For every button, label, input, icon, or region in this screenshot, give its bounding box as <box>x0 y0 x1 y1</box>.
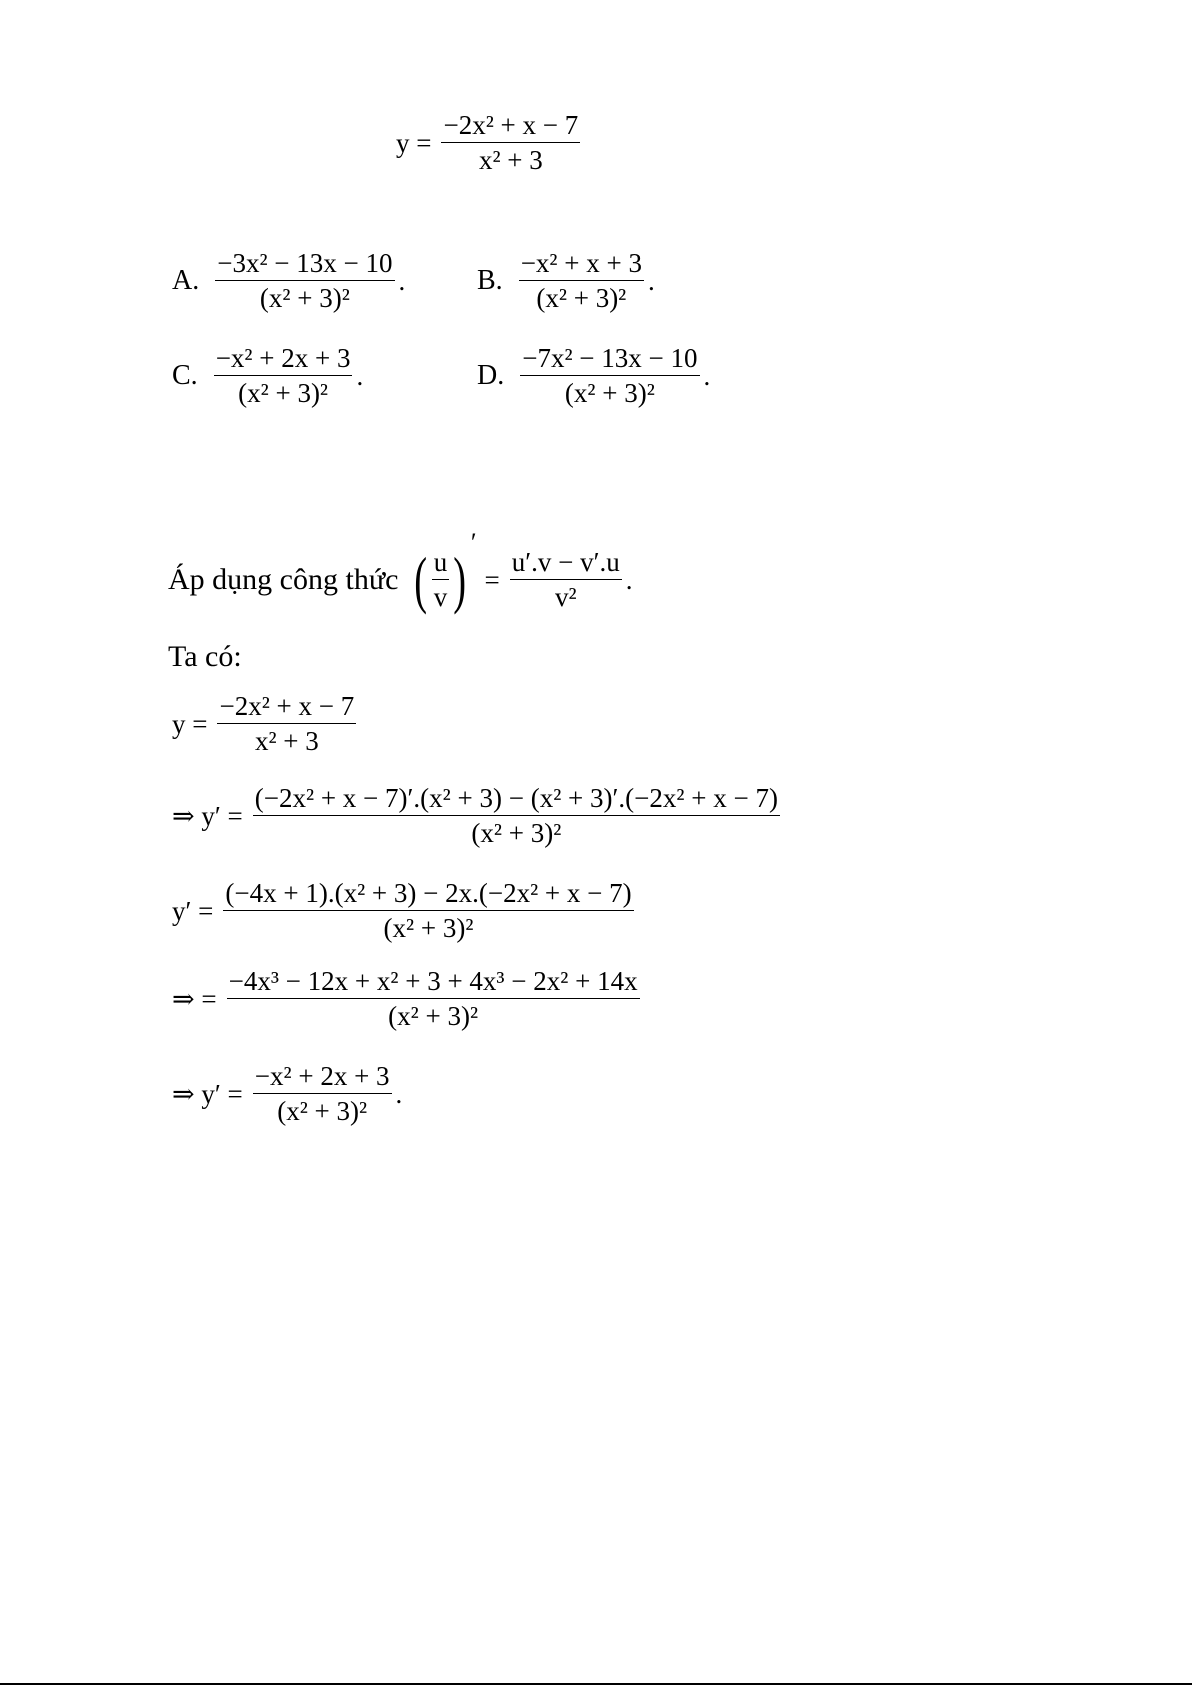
option-a <box>172 250 405 312</box>
option-b-numerator: −x² + x + 3 <box>519 250 644 281</box>
problem-fraction <box>441 112 580 174</box>
formula-denominator: v² <box>554 582 577 612</box>
formula-equals: = <box>484 564 500 595</box>
step-3-fraction <box>223 880 633 942</box>
step-5-lhs: ⇒ y′ = <box>172 1078 243 1109</box>
step-1-denominator: x² + 3 <box>254 726 319 756</box>
ta-co-text: Ta có: <box>168 640 242 673</box>
step-2-numerator: (−2x² + x − 7)′.(x² + 3) − (x² + 3)′.(−2x² + x − 7) <box>253 785 780 816</box>
option-c-end: . <box>356 360 364 391</box>
option-d-denominator: (x² + 3)² <box>564 378 655 408</box>
step-4 <box>172 968 644 1030</box>
step-5-numerator: −x² + 2x + 3 <box>253 1063 392 1094</box>
step-2-lhs: ⇒ y′ = <box>172 800 243 831</box>
step-3 <box>172 880 638 942</box>
step-1-fraction <box>217 693 356 755</box>
option-a-end: . <box>398 265 406 296</box>
option-c <box>172 345 363 407</box>
step-4-lhs: ⇒ = <box>172 983 217 1014</box>
step-2 <box>172 785 784 847</box>
option-d <box>477 345 710 407</box>
option-d-end: . <box>703 360 711 391</box>
right-paren: ) <box>453 544 467 615</box>
step-3-lhs: y′ = <box>172 895 214 926</box>
option-c-fraction <box>214 345 353 407</box>
problem-equation <box>390 112 584 174</box>
step-5-end: . <box>395 1078 403 1109</box>
formula-prime: ′ <box>470 528 477 557</box>
step-5-fraction <box>253 1063 392 1125</box>
step-4-denominator: (x² + 3)² <box>388 1001 479 1031</box>
option-a-fraction <box>215 250 394 312</box>
formula-inner-denominator: v <box>433 582 448 612</box>
problem-denominator: x² + 3 <box>478 145 543 175</box>
step-3-numerator: (−4x + 1).(x² + 3) − 2x.(−2x² + x − 7) <box>223 880 633 911</box>
option-d-fraction <box>520 345 699 407</box>
option-a-numerator: −3x² − 13x − 10 <box>215 250 394 281</box>
option-b <box>477 250 655 312</box>
option-c-label: C. <box>172 360 198 391</box>
formula-quotient-derivative <box>410 528 477 615</box>
option-a-denominator: (x² + 3)² <box>259 283 350 313</box>
step-1-lhs: y = <box>172 708 208 739</box>
step-5-denominator: (x² + 3)² <box>277 1096 368 1126</box>
step-1 <box>172 693 360 755</box>
option-d-label: D. <box>477 360 505 391</box>
step-4-fraction <box>227 968 640 1030</box>
option-a-label: A. <box>172 265 200 296</box>
option-b-denominator: (x² + 3)² <box>536 283 627 313</box>
option-b-end: . <box>647 265 655 296</box>
option-b-fraction <box>519 250 644 312</box>
step-1-numerator: −2x² + x − 7 <box>217 693 356 724</box>
formula-inner-numerator: u <box>432 549 450 580</box>
option-c-denominator: (x² + 3)² <box>238 378 329 408</box>
step-2-denominator: (x² + 3)² <box>471 818 562 848</box>
formula-line <box>168 528 633 615</box>
formula-end: . <box>625 564 633 595</box>
formula-inner-fraction <box>432 549 450 611</box>
step-3-denominator: (x² + 3)² <box>383 913 474 943</box>
option-d-numerator: −7x² − 13x − 10 <box>520 345 699 376</box>
step-4-numerator: −4x³ − 12x + x² + 3 + 4x³ − 2x² + 14x <box>227 968 640 999</box>
formula-text: Áp dụng công thức <box>168 563 399 596</box>
left-paren: ( <box>414 544 428 615</box>
formula-fraction <box>510 549 622 611</box>
problem-lhs: y = <box>396 127 432 158</box>
option-b-label: B. <box>477 265 503 296</box>
formula-numerator: u′.v − v′.u <box>510 549 622 580</box>
problem-numerator: −2x² + x − 7 <box>441 112 580 143</box>
step-5 <box>172 1063 402 1125</box>
step-2-fraction <box>253 785 780 847</box>
option-c-numerator: −x² + 2x + 3 <box>214 345 353 376</box>
